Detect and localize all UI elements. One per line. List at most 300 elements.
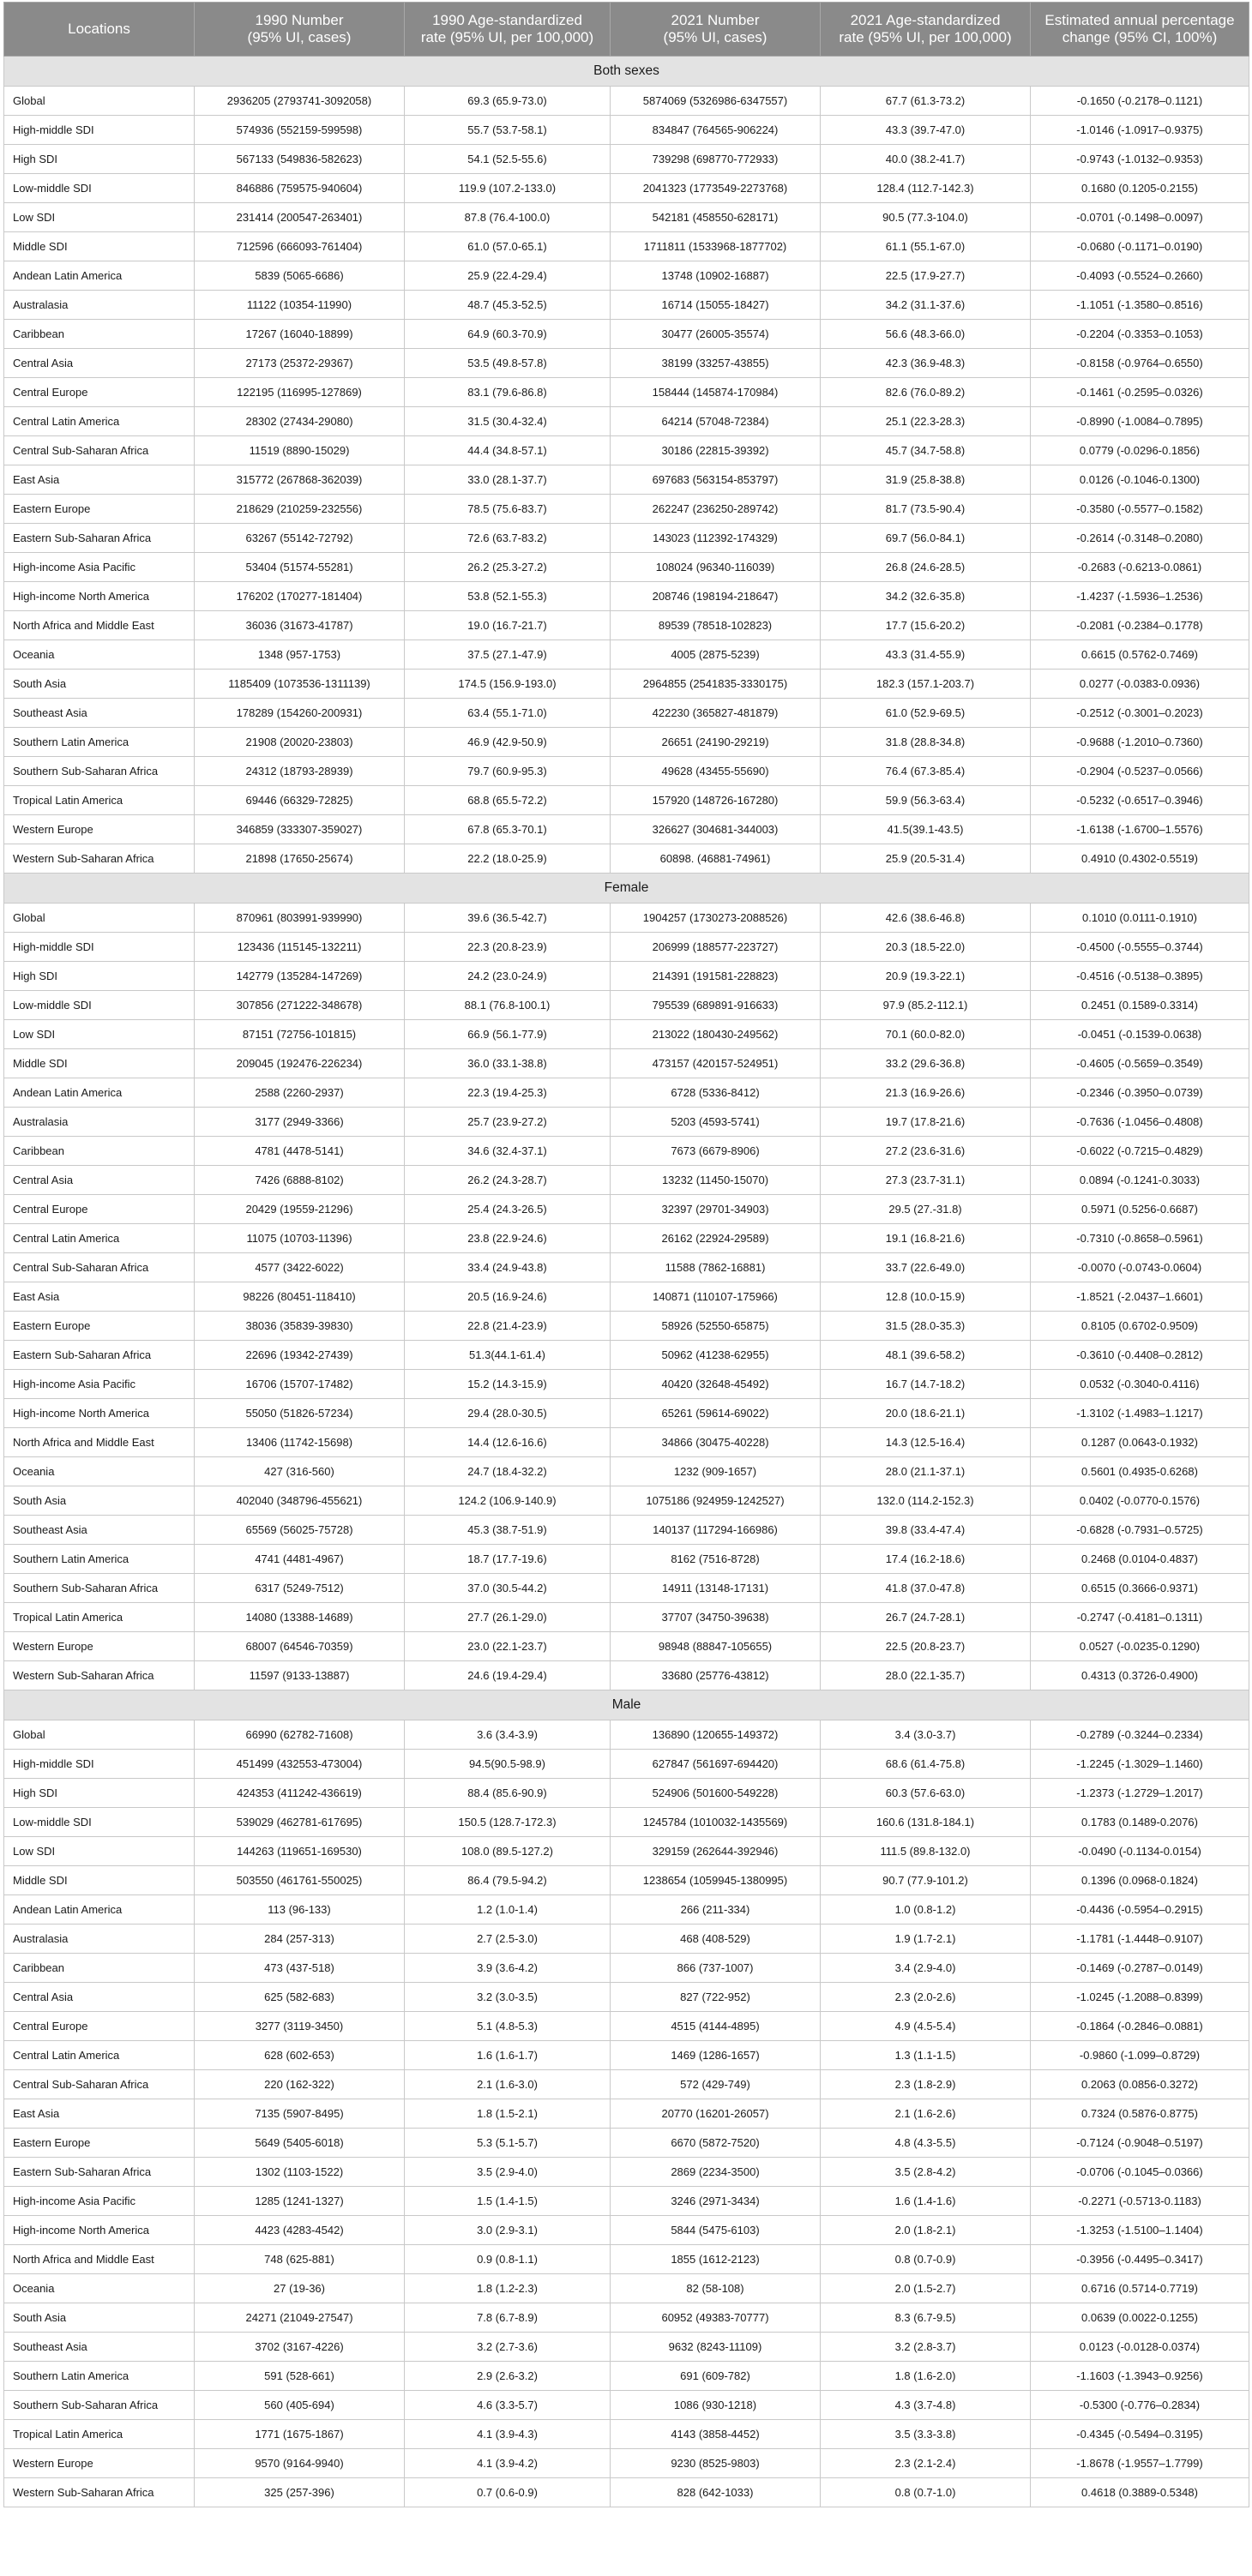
cell-eapc: 0.4910 (0.4302-0.5519) bbox=[1031, 844, 1249, 874]
cell-2021-number: 136890 (120655-149372) bbox=[611, 1720, 821, 1750]
cell-location: High-middle SDI bbox=[4, 1750, 195, 1779]
cell-eapc: -1.3253 (-1.5100–1.1404) bbox=[1031, 2216, 1249, 2245]
cell-2021-number: 32397 (29701-34903) bbox=[611, 1195, 821, 1224]
cell-eapc: -0.8990 (-1.0084–0.7895) bbox=[1031, 407, 1249, 436]
cell-1990-number: 6317 (5249-7512) bbox=[195, 1574, 405, 1603]
cell-1990-number: 307856 (271222-348678) bbox=[195, 991, 405, 1020]
cell-1990-rate: 31.5 (30.4-32.4) bbox=[405, 407, 611, 436]
table-row bbox=[4, 582, 1249, 611]
cell-1990-rate: 3.5 (2.9-4.0) bbox=[405, 2158, 611, 2187]
cell-2021-number: 329159 (262644-392946) bbox=[611, 1837, 821, 1866]
cell-1990-rate: 14.4 (12.6-16.6) bbox=[405, 1428, 611, 1457]
cell-2021-number: 2869 (2234-3500) bbox=[611, 2158, 821, 2187]
cell-2021-rate: 40.0 (38.2-41.7) bbox=[821, 145, 1031, 174]
cell-location: Southern Sub-Saharan Africa bbox=[4, 1574, 195, 1603]
cell-1990-number: 22696 (19342-27439) bbox=[195, 1341, 405, 1370]
cell-1990-number: 1185409 (1073536-1311139) bbox=[195, 670, 405, 699]
cell-2021-number: 140137 (117294-166986) bbox=[611, 1516, 821, 1545]
cell-1990-rate: 83.1 (79.6-86.8) bbox=[405, 378, 611, 407]
cell-location: Central Latin America bbox=[4, 1224, 195, 1253]
cell-location: South Asia bbox=[4, 670, 195, 699]
cell-location: Southern Sub-Saharan Africa bbox=[4, 2391, 195, 2420]
cell-eapc: 0.2468 (0.0104-0.4837) bbox=[1031, 1545, 1249, 1574]
cell-1990-rate: 3.2 (3.0-3.5) bbox=[405, 1983, 611, 2012]
cell-2021-number: 208746 (198194-218647) bbox=[611, 582, 821, 611]
table-row bbox=[4, 1457, 1249, 1486]
cell-location: Oceania bbox=[4, 1457, 195, 1486]
cell-1990-rate: 24.7 (18.4-32.2) bbox=[405, 1457, 611, 1486]
cell-eapc: -0.9743 (-1.0132–0.9353) bbox=[1031, 145, 1249, 174]
cell-2021-number: 524906 (501600-549228) bbox=[611, 1779, 821, 1808]
cell-2021-rate: 34.2 (32.6-35.8) bbox=[821, 582, 1031, 611]
table-row bbox=[4, 116, 1249, 145]
cell-2021-rate: 56.6 (48.3-66.0) bbox=[821, 320, 1031, 349]
table-row bbox=[4, 1983, 1249, 2012]
cell-eapc: 0.0126 (-0.1046-0.1300) bbox=[1031, 465, 1249, 495]
cell-2021-number: 827 (722-952) bbox=[611, 1983, 821, 2012]
cell-2021-number: 37707 (34750-39638) bbox=[611, 1603, 821, 1632]
cell-eapc: -0.1864 (-0.2846–0.0881) bbox=[1031, 2012, 1249, 2041]
cell-eapc: -0.1650 (-0.2178–0.1121) bbox=[1031, 87, 1249, 116]
table-row bbox=[4, 1895, 1249, 1924]
cell-eapc: 0.7324 (0.5876-0.8775) bbox=[1031, 2099, 1249, 2129]
cell-location: Middle SDI bbox=[4, 232, 195, 261]
cell-2021-number: 691 (609-782) bbox=[611, 2362, 821, 2391]
cell-1990-rate: 3.0 (2.9-3.1) bbox=[405, 2216, 611, 2245]
cell-eapc: -0.1461 (-0.2595–0.0326) bbox=[1031, 378, 1249, 407]
cell-1990-rate: 53.5 (49.8-57.8) bbox=[405, 349, 611, 378]
cell-1990-number: 3277 (3119-3450) bbox=[195, 2012, 405, 2041]
cell-2021-rate: 45.7 (34.7-58.8) bbox=[821, 436, 1031, 465]
cell-2021-number: 795539 (689891-916633) bbox=[611, 991, 821, 1020]
cell-2021-rate: 14.3 (12.5-16.4) bbox=[821, 1428, 1031, 1457]
cell-2021-rate: 160.6 (131.8-184.1) bbox=[821, 1808, 1031, 1837]
cell-eapc: -1.8678 (-1.9557–1.7799) bbox=[1031, 2449, 1249, 2478]
table-row bbox=[4, 1545, 1249, 1574]
cell-eapc: -1.2245 (-1.3029–1.1460) bbox=[1031, 1750, 1249, 1779]
cell-eapc: -0.8158 (-0.9764–0.6550) bbox=[1031, 349, 1249, 378]
cell-location: Southeast Asia bbox=[4, 699, 195, 728]
cell-location: Central Latin America bbox=[4, 407, 195, 436]
cell-eapc: -0.0490 (-0.1134-0.0154) bbox=[1031, 1837, 1249, 1866]
cell-1990-number: 712596 (666093-761404) bbox=[195, 232, 405, 261]
cell-1990-number: 284 (257-313) bbox=[195, 1924, 405, 1954]
table-row bbox=[4, 2478, 1249, 2507]
cell-2021-number: 739298 (698770-772933) bbox=[611, 145, 821, 174]
cell-1990-rate: 72.6 (63.7-83.2) bbox=[405, 524, 611, 553]
cell-2021-rate: 61.1 (55.1-67.0) bbox=[821, 232, 1031, 261]
cell-1990-rate: 3.9 (3.6-4.2) bbox=[405, 1954, 611, 1983]
cell-1990-rate: 1.5 (1.4-1.5) bbox=[405, 2187, 611, 2216]
table-row bbox=[4, 1078, 1249, 1108]
cell-1990-rate: 48.7 (45.3-52.5) bbox=[405, 291, 611, 320]
cell-eapc: 0.0532 (-0.3040-0.4116) bbox=[1031, 1370, 1249, 1399]
cell-1990-number: 218629 (210259-232556) bbox=[195, 495, 405, 524]
header-2021-number: 2021 Number (95% UI, cases) bbox=[611, 3, 821, 57]
cell-2021-rate: 25.9 (20.5-31.4) bbox=[821, 844, 1031, 874]
cell-eapc: -0.7310 (-0.8658–0.5961) bbox=[1031, 1224, 1249, 1253]
cell-eapc: -0.2346 (-0.3950–0.0739) bbox=[1031, 1078, 1249, 1108]
cell-location: Southeast Asia bbox=[4, 2333, 195, 2362]
cell-eapc: -0.4436 (-0.5954–0.2915) bbox=[1031, 1895, 1249, 1924]
cell-1990-number: 28302 (27434-29080) bbox=[195, 407, 405, 436]
cell-location: Andean Latin America bbox=[4, 1078, 195, 1108]
cell-2021-rate: 42.6 (38.6-46.8) bbox=[821, 904, 1031, 933]
cell-eapc: -0.2683 (-0.6213-0.0861) bbox=[1031, 553, 1249, 582]
cell-2021-rate: 2.0 (1.8-2.1) bbox=[821, 2216, 1031, 2245]
cell-1990-number: 7135 (5907-8495) bbox=[195, 2099, 405, 2129]
cell-2021-rate: 12.8 (10.0-15.9) bbox=[821, 1282, 1031, 1312]
cell-1990-rate: 1.8 (1.5-2.1) bbox=[405, 2099, 611, 2129]
table-row bbox=[4, 2012, 1249, 2041]
cell-2021-rate: 128.4 (112.7-142.3) bbox=[821, 174, 1031, 203]
cell-location: Tropical Latin America bbox=[4, 786, 195, 815]
table-row bbox=[4, 670, 1249, 699]
cell-1990-number: 231414 (200547-263401) bbox=[195, 203, 405, 232]
table-row bbox=[4, 524, 1249, 553]
cell-2021-rate: 28.0 (21.1-37.1) bbox=[821, 1457, 1031, 1486]
cell-location: High SDI bbox=[4, 962, 195, 991]
header-locations: Locations bbox=[4, 3, 195, 57]
cell-location: Low SDI bbox=[4, 203, 195, 232]
cell-2021-number: 326627 (304681-344003) bbox=[611, 815, 821, 844]
cell-1990-rate: 33.4 (24.9-43.8) bbox=[405, 1253, 611, 1282]
cell-2021-number: 262247 (236250-289742) bbox=[611, 495, 821, 524]
cell-2021-number: 206999 (188577-223727) bbox=[611, 933, 821, 962]
cell-1990-number: 1302 (1103-1522) bbox=[195, 2158, 405, 2187]
cell-2021-number: 1086 (930-1218) bbox=[611, 2391, 821, 2420]
cell-1990-rate: 2.1 (1.6-3.0) bbox=[405, 2070, 611, 2099]
table-row bbox=[4, 699, 1249, 728]
cell-2021-number: 140871 (110107-175966) bbox=[611, 1282, 821, 1312]
cell-2021-number: 30477 (26005-35574) bbox=[611, 320, 821, 349]
cell-1990-rate: 22.3 (20.8-23.9) bbox=[405, 933, 611, 962]
cell-1990-number: 591 (528-661) bbox=[195, 2362, 405, 2391]
cell-1990-number: 567133 (549836-582623) bbox=[195, 145, 405, 174]
cell-2021-rate: 2.3 (2.0-2.6) bbox=[821, 1983, 1031, 2012]
cell-2021-number: 1711811 (1533968-1877702) bbox=[611, 232, 821, 261]
table-row bbox=[4, 962, 1249, 991]
cell-1990-number: 27 (19-36) bbox=[195, 2274, 405, 2303]
cell-2021-number: 13748 (10902-16887) bbox=[611, 261, 821, 291]
table-row bbox=[4, 1253, 1249, 1282]
cell-2021-rate: 132.0 (114.2-152.3) bbox=[821, 1486, 1031, 1516]
cell-2021-number: 20770 (16201-26057) bbox=[611, 2099, 821, 2129]
cell-1990-rate: 124.2 (106.9-140.9) bbox=[405, 1486, 611, 1516]
cell-1990-rate: 66.9 (56.1-77.9) bbox=[405, 1020, 611, 1049]
cell-location: Southern Latin America bbox=[4, 728, 195, 757]
cell-2021-number: 8162 (7516-8728) bbox=[611, 1545, 821, 1574]
cell-2021-rate: 2.1 (1.6-2.6) bbox=[821, 2099, 1031, 2129]
cell-1990-rate: 64.9 (60.3-70.9) bbox=[405, 320, 611, 349]
table-row bbox=[4, 2129, 1249, 2158]
cell-1990-number: 574936 (552159-599598) bbox=[195, 116, 405, 145]
cell-1990-rate: 4.1 (3.9-4.2) bbox=[405, 2449, 611, 2478]
cell-eapc: -0.0451 (-0.1539-0.0638) bbox=[1031, 1020, 1249, 1049]
cell-1990-number: 1771 (1675-1867) bbox=[195, 2420, 405, 2449]
cell-eapc: -0.9688 (-1.2010–0.7360) bbox=[1031, 728, 1249, 757]
cell-1990-rate: 5.3 (5.1-5.7) bbox=[405, 2129, 611, 2158]
cell-1990-number: 325 (257-396) bbox=[195, 2478, 405, 2507]
cell-1990-rate: 39.6 (36.5-42.7) bbox=[405, 904, 611, 933]
cell-eapc: 0.2451 (0.1589-0.3314) bbox=[1031, 991, 1249, 1020]
cell-1990-rate: 25.9 (22.4-29.4) bbox=[405, 261, 611, 291]
cell-eapc: -0.4605 (-0.5659–0.3549) bbox=[1031, 1049, 1249, 1078]
table-row bbox=[4, 1720, 1249, 1750]
cell-2021-rate: 3.5 (2.8-4.2) bbox=[821, 2158, 1031, 2187]
cell-2021-rate: 2.3 (2.1-2.4) bbox=[821, 2449, 1031, 2478]
cell-eapc: 0.0123 (-0.0128-0.0374) bbox=[1031, 2333, 1249, 2362]
cell-2021-rate: 2.0 (1.5-2.7) bbox=[821, 2274, 1031, 2303]
cell-1990-number: 451499 (432553-473004) bbox=[195, 1750, 405, 1779]
cell-1990-rate: 3.2 (2.7-3.6) bbox=[405, 2333, 611, 2362]
table-row bbox=[4, 1632, 1249, 1661]
cell-1990-rate: 22.2 (18.0-25.9) bbox=[405, 844, 611, 874]
cell-location: Central Latin America bbox=[4, 2041, 195, 2070]
cell-1990-rate: 0.9 (0.8-1.1) bbox=[405, 2245, 611, 2274]
table-row bbox=[4, 553, 1249, 582]
cell-2021-rate: 43.3 (39.7-47.0) bbox=[821, 116, 1031, 145]
cell-2021-rate: 22.5 (20.8-23.7) bbox=[821, 1632, 1031, 1661]
table-row bbox=[4, 1924, 1249, 1954]
cell-location: Central Asia bbox=[4, 349, 195, 378]
cell-2021-number: 1232 (909-1657) bbox=[611, 1457, 821, 1486]
cell-1990-rate: 174.5 (156.9-193.0) bbox=[405, 670, 611, 699]
cell-2021-rate: 41.5(39.1-43.5) bbox=[821, 815, 1031, 844]
cell-1990-rate: 79.7 (60.9-95.3) bbox=[405, 757, 611, 786]
table-row bbox=[4, 87, 1249, 116]
cell-eapc: -1.3102 (-1.4983–1.1217) bbox=[1031, 1399, 1249, 1428]
cell-location: Low-middle SDI bbox=[4, 174, 195, 203]
cell-eapc: 0.0277 (-0.0383-0.0936) bbox=[1031, 670, 1249, 699]
cell-2021-number: 38199 (33257-43855) bbox=[611, 349, 821, 378]
cell-1990-number: 11597 (9133-13887) bbox=[195, 1661, 405, 1690]
cell-2021-number: 473157 (420157-524951) bbox=[611, 1049, 821, 1078]
cell-2021-rate: 31.5 (28.0-35.3) bbox=[821, 1312, 1031, 1341]
cell-1990-number: 142779 (135284-147269) bbox=[195, 962, 405, 991]
cell-2021-number: 2964855 (2541835-3330175) bbox=[611, 670, 821, 699]
cell-2021-number: 3246 (2971-3434) bbox=[611, 2187, 821, 2216]
cell-2021-rate: 25.1 (22.3-28.3) bbox=[821, 407, 1031, 436]
cell-eapc: -0.3610 (-0.4408–0.2812) bbox=[1031, 1341, 1249, 1370]
cell-eapc: -0.5300 (-0.776–0.2834) bbox=[1031, 2391, 1249, 2420]
cell-2021-rate: 61.0 (52.9-69.5) bbox=[821, 699, 1031, 728]
table-row bbox=[4, 1341, 1249, 1370]
cell-2021-number: 108024 (96340-116039) bbox=[611, 553, 821, 582]
cell-location: North Africa and Middle East bbox=[4, 611, 195, 640]
cell-eapc: -0.0680 (-0.1171–0.0190) bbox=[1031, 232, 1249, 261]
cell-location: Eastern Europe bbox=[4, 1312, 195, 1341]
cell-1990-number: 53404 (51574-55281) bbox=[195, 553, 405, 582]
cell-2021-number: 58926 (52550-65875) bbox=[611, 1312, 821, 1341]
cell-2021-rate: 1.3 (1.1-1.5) bbox=[821, 2041, 1031, 2070]
table-row bbox=[4, 1428, 1249, 1457]
cell-1990-number: 17267 (16040-18899) bbox=[195, 320, 405, 349]
cell-eapc: 0.6515 (0.3666-0.9371) bbox=[1031, 1574, 1249, 1603]
cell-2021-number: 1904257 (1730273-2088526) bbox=[611, 904, 821, 933]
cell-2021-rate: 97.9 (85.2-112.1) bbox=[821, 991, 1031, 1020]
cell-2021-rate: 17.7 (15.6-20.2) bbox=[821, 611, 1031, 640]
cell-eapc: -0.7124 (-0.9048–0.5197) bbox=[1031, 2129, 1249, 2158]
table-row bbox=[4, 933, 1249, 962]
cell-location: Central Asia bbox=[4, 1983, 195, 2012]
cell-1990-number: 55050 (51826-57234) bbox=[195, 1399, 405, 1428]
cell-2021-rate: 19.1 (16.8-21.6) bbox=[821, 1224, 1031, 1253]
cell-eapc: -0.2789 (-0.3244–0.2334) bbox=[1031, 1720, 1249, 1750]
section-title: Both sexes bbox=[4, 57, 1249, 87]
cell-2021-rate: 81.7 (73.5-90.4) bbox=[821, 495, 1031, 524]
cell-1990-number: 21898 (17650-25674) bbox=[195, 844, 405, 874]
cell-location: Eastern Sub-Saharan Africa bbox=[4, 1341, 195, 1370]
table-row bbox=[4, 2362, 1249, 2391]
table-row bbox=[4, 407, 1249, 436]
cell-2021-rate: 111.5 (89.8-132.0) bbox=[821, 1837, 1031, 1866]
cell-eapc: -0.7636 (-1.0456–0.4808) bbox=[1031, 1108, 1249, 1137]
cell-1990-number: 625 (582-683) bbox=[195, 1983, 405, 2012]
table-row bbox=[4, 1779, 1249, 1808]
cell-2021-number: 4143 (3858-4452) bbox=[611, 2420, 821, 2449]
cell-location: High SDI bbox=[4, 145, 195, 174]
cell-1990-number: 11075 (10703-11396) bbox=[195, 1224, 405, 1253]
cell-location: Central Europe bbox=[4, 1195, 195, 1224]
cell-1990-rate: 1.2 (1.0-1.4) bbox=[405, 1895, 611, 1924]
cell-eapc: -1.6138 (-1.6700–1.5576) bbox=[1031, 815, 1249, 844]
cell-location: Low-middle SDI bbox=[4, 1808, 195, 1837]
cell-1990-rate: 22.3 (19.4-25.3) bbox=[405, 1078, 611, 1108]
cell-2021-number: 2041323 (1773549-2273768) bbox=[611, 174, 821, 203]
cell-2021-rate: 4.9 (4.5-5.4) bbox=[821, 2012, 1031, 2041]
table-row bbox=[4, 495, 1249, 524]
cell-2021-rate: 20.3 (18.5-22.0) bbox=[821, 933, 1031, 962]
cell-1990-rate: 68.8 (65.5-72.2) bbox=[405, 786, 611, 815]
cell-2021-number: 26651 (24190-29219) bbox=[611, 728, 821, 757]
cell-location: Tropical Latin America bbox=[4, 1603, 195, 1632]
table-row bbox=[4, 2449, 1249, 2478]
cell-2021-rate: 4.8 (4.3-5.5) bbox=[821, 2129, 1031, 2158]
cell-1990-number: 220 (162-322) bbox=[195, 2070, 405, 2099]
header-1990-rate: 1990 Age-standardized rate (95% UI, per 100,000) bbox=[405, 3, 611, 57]
cell-1990-rate: 20.5 (16.9-24.6) bbox=[405, 1282, 611, 1312]
cell-eapc: 0.4618 (0.3889-0.5348) bbox=[1031, 2478, 1249, 2507]
cell-2021-number: 834847 (764565-906224) bbox=[611, 116, 821, 145]
cell-2021-number: 98948 (88847-105655) bbox=[611, 1632, 821, 1661]
cell-eapc: -0.0706 (-0.1045–0.0366) bbox=[1031, 2158, 1249, 2187]
table-row bbox=[4, 2099, 1249, 2129]
cell-1990-rate: 67.8 (65.3-70.1) bbox=[405, 815, 611, 844]
cell-1990-number: 2588 (2260-2937) bbox=[195, 1078, 405, 1108]
cell-1990-rate: 87.8 (76.4-100.0) bbox=[405, 203, 611, 232]
cell-2021-rate: 1.8 (1.6-2.0) bbox=[821, 2362, 1031, 2391]
cell-eapc: -1.0146 (-1.0917–0.9375) bbox=[1031, 116, 1249, 145]
data-table-container bbox=[3, 2, 1249, 2507]
cell-1990-rate: 108.0 (89.5-127.2) bbox=[405, 1837, 611, 1866]
cell-location: High-income Asia Pacific bbox=[4, 1370, 195, 1399]
table-row bbox=[4, 1603, 1249, 1632]
cell-2021-rate: 39.8 (33.4-47.4) bbox=[821, 1516, 1031, 1545]
cell-2021-number: 14911 (13148-17131) bbox=[611, 1574, 821, 1603]
cell-location: High-income North America bbox=[4, 1399, 195, 1428]
cell-location: Oceania bbox=[4, 640, 195, 670]
cell-location: Southern Sub-Saharan Africa bbox=[4, 757, 195, 786]
cell-2021-rate: 90.5 (77.3-104.0) bbox=[821, 203, 1031, 232]
cell-2021-number: 9230 (8525-9803) bbox=[611, 2449, 821, 2478]
cell-1990-number: 1348 (957-1753) bbox=[195, 640, 405, 670]
cell-1990-number: 13406 (11742-15698) bbox=[195, 1428, 405, 1457]
cell-location: Andean Latin America bbox=[4, 1895, 195, 1924]
cell-2021-number: 82 (58-108) bbox=[611, 2274, 821, 2303]
cell-location: Southern Latin America bbox=[4, 1545, 195, 1574]
cell-2021-rate: 27.2 (23.6-31.6) bbox=[821, 1137, 1031, 1166]
cell-eapc: -0.4516 (-0.5138–0.3895) bbox=[1031, 962, 1249, 991]
cell-2021-rate: 1.9 (1.7-2.1) bbox=[821, 1924, 1031, 1954]
cell-location: Low-middle SDI bbox=[4, 991, 195, 1020]
cell-2021-rate: 21.3 (16.9-26.6) bbox=[821, 1078, 1031, 1108]
cell-1990-number: 7426 (6888-8102) bbox=[195, 1166, 405, 1195]
cell-eapc: 0.1680 (0.1205-0.2155) bbox=[1031, 174, 1249, 203]
cell-location: South Asia bbox=[4, 2303, 195, 2333]
cell-2021-rate: 82.6 (76.0-89.2) bbox=[821, 378, 1031, 407]
cell-location: Eastern Sub-Saharan Africa bbox=[4, 524, 195, 553]
cell-1990-number: 27173 (25372-29367) bbox=[195, 349, 405, 378]
cell-eapc: 0.5601 (0.4935-0.6268) bbox=[1031, 1457, 1249, 1486]
table-row bbox=[4, 1574, 1249, 1603]
cell-2021-number: 60898. (46881-74961) bbox=[611, 844, 821, 874]
cell-1990-number: 144263 (119651-169530) bbox=[195, 1837, 405, 1866]
cell-location: Central Sub-Saharan Africa bbox=[4, 2070, 195, 2099]
cell-1990-rate: 15.2 (14.3-15.9) bbox=[405, 1370, 611, 1399]
cell-location: East Asia bbox=[4, 2099, 195, 2129]
table-row bbox=[4, 1516, 1249, 1545]
cell-eapc: -1.1781 (-1.4448–0.9107) bbox=[1031, 1924, 1249, 1954]
cell-1990-rate: 55.7 (53.7-58.1) bbox=[405, 116, 611, 145]
cell-1990-number: 11519 (8890-15029) bbox=[195, 436, 405, 465]
cell-2021-number: 214391 (191581-228823) bbox=[611, 962, 821, 991]
cell-2021-number: 4005 (2875-5239) bbox=[611, 640, 821, 670]
header-row bbox=[4, 3, 1249, 57]
cell-1990-rate: 0.7 (0.6-0.9) bbox=[405, 2478, 611, 2507]
cell-2021-number: 60952 (49383-70777) bbox=[611, 2303, 821, 2333]
cell-1990-rate: 23.8 (22.9-24.6) bbox=[405, 1224, 611, 1253]
cell-location: Middle SDI bbox=[4, 1866, 195, 1895]
table-body bbox=[4, 57, 1249, 2507]
cell-1990-rate: 2.9 (2.6-3.2) bbox=[405, 2362, 611, 2391]
cell-eapc: -0.6828 (-0.7931–0.5725) bbox=[1031, 1516, 1249, 1545]
cell-eapc: 0.4313 (0.3726-0.4900) bbox=[1031, 1661, 1249, 1690]
cell-eapc: 0.0402 (-0.0770-0.1576) bbox=[1031, 1486, 1249, 1516]
table-row bbox=[4, 991, 1249, 1020]
cell-2021-rate: 4.3 (3.7-4.8) bbox=[821, 2391, 1031, 2420]
cell-2021-rate: 43.3 (31.4-55.9) bbox=[821, 640, 1031, 670]
section-row bbox=[4, 874, 1249, 904]
cell-1990-number: 2936205 (2793741-3092058) bbox=[195, 87, 405, 116]
table-row bbox=[4, 2070, 1249, 2099]
cell-2021-number: 266 (211-334) bbox=[611, 1895, 821, 1924]
table-row bbox=[4, 1166, 1249, 1195]
table-row bbox=[4, 611, 1249, 640]
cell-location: Global bbox=[4, 904, 195, 933]
table-row bbox=[4, 2245, 1249, 2274]
cell-location: Australasia bbox=[4, 1108, 195, 1137]
cell-2021-number: 158444 (145874-170984) bbox=[611, 378, 821, 407]
cell-2021-rate: 28.0 (22.1-35.7) bbox=[821, 1661, 1031, 1690]
cell-1990-number: 346859 (333307-359027) bbox=[195, 815, 405, 844]
cell-2021-rate: 16.7 (14.7-18.2) bbox=[821, 1370, 1031, 1399]
table-row bbox=[4, 786, 1249, 815]
cell-location: High-income Asia Pacific bbox=[4, 2187, 195, 2216]
cell-1990-number: 3177 (2949-3366) bbox=[195, 1108, 405, 1137]
cell-1990-rate: 34.6 (32.4-37.1) bbox=[405, 1137, 611, 1166]
cell-eapc: -0.0070 (-0.0743-0.0604) bbox=[1031, 1253, 1249, 1282]
